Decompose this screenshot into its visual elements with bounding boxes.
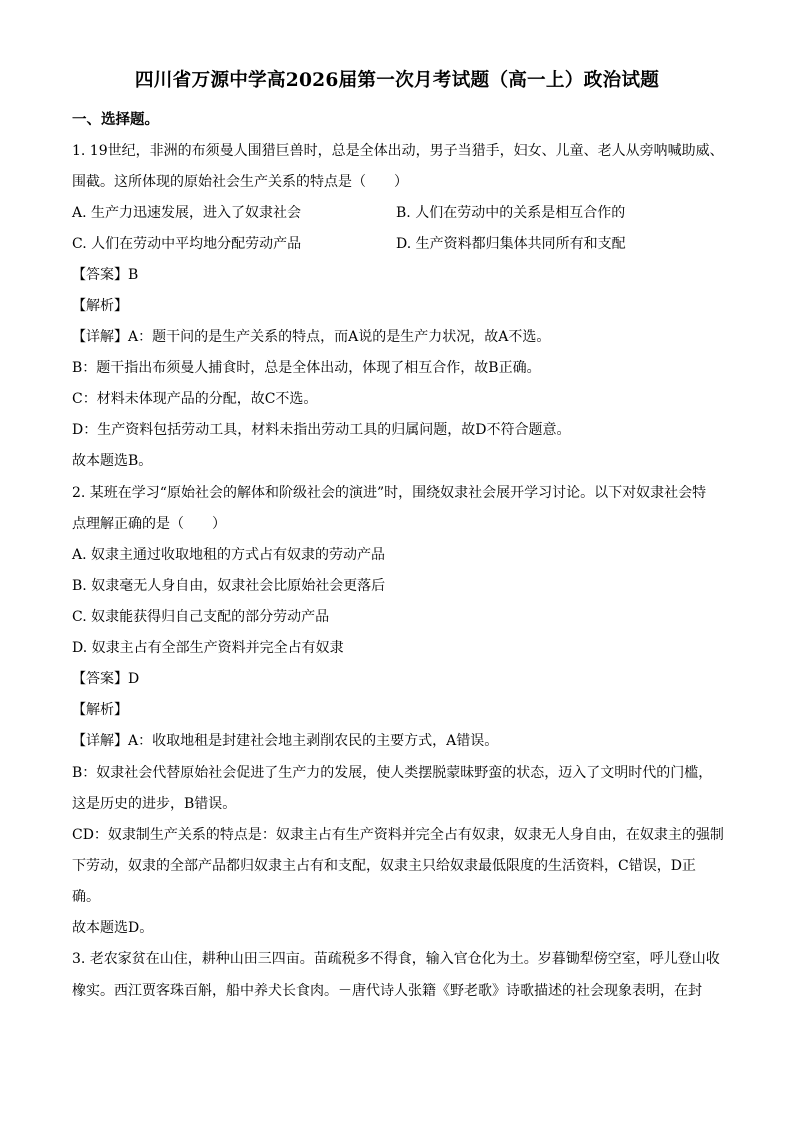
q1-explanation-line: D：生产资料包括劳动工具，材料未指出劳动工具的归属问题，故D不符合题意。 <box>72 422 571 438</box>
q1-explanation-line: B：题干指出布须曼人捕食时，总是全体出动，体现了相互合作，故B正确。 <box>72 360 541 376</box>
q1-stem-line-2: 围截。这所体现的原始社会生产关系的特点是（ ） <box>72 174 408 190</box>
q1-conclusion: 故本题选B。 <box>72 453 153 469</box>
q2-stem-line-2: 点理解正确的是（ ） <box>72 516 226 532</box>
q1-option-d: D. 生产资料都归集体共同所有和支配 <box>396 236 626 252</box>
q1-explanation-line: C：材料未体现产品的分配，故C不选。 <box>72 391 318 407</box>
q2-option-d: D. 奴隶主占有全部生产资料并完全占有奴隶 <box>72 640 344 656</box>
q1-analysis-label: 【解析】 <box>72 298 128 314</box>
q2-answer: 【答案】D <box>72 671 140 687</box>
q1-option-b: B. 人们在劳动中的关系是相互合作的 <box>396 205 626 221</box>
q2-option-b: B. 奴隶毫无人身自由，奴隶社会比原始社会更落后 <box>72 578 386 594</box>
q1-stem-line-1: 1. 19世纪，非洲的布须曼人围猎巨兽时，总是全体出动，男子当猎手，妇女、儿童、老人从旁呐喊助威、 <box>72 143 724 159</box>
q2-explanation-line: B：奴隶社会代替原始社会促进了生产力的发展，使人类摆脱蒙昧野蛮的状态，迈入了文明时代的门槛， <box>72 765 713 781</box>
q2-analysis-label: 【解析】 <box>72 702 128 718</box>
q2-explanation-line: 下劳动，奴隶的全部产品都归奴隶主占有和支配，奴隶主只给奴隶最低限度的生活资料，C错误，D正 <box>72 858 696 874</box>
q2-option-c: C. 奴隶能获得归自己支配的部分劳动产品 <box>72 609 330 625</box>
q1-explanation-line: 【详解】A：题干问的是生产关系的特点，而A说的是生产力状况，故A不选。 <box>72 329 551 345</box>
q2-stem-line-1: 2. 某班在学习“原始社会的解体和阶级社会的演进”时，围绕奴隶社会展开学习讨论。以下对奴隶社会特 <box>72 485 707 501</box>
q3-stem-line-2: 橡实。西江贾客珠百斛，船中养犬长食肉。－唐代诗人张籍《野老歌》诗歌描述的社会现象表明，在封 <box>72 983 702 999</box>
q3-stem-line-1: 3. 老农家贫在山住，耕种山田三四亩。苗疏税多不得食，输入官仓化为土。岁暮锄犁傍空室，呼儿登山收 <box>72 951 720 967</box>
q2-conclusion: 故本题选D。 <box>72 920 154 936</box>
q2-explanation-line: 这是历史的进步，B错误。 <box>72 796 237 812</box>
q2-explanation-line: 【详解】A：收取地租是封建社会地主剥削农民的主要方式，A错误。 <box>72 733 499 749</box>
q1-option-c: C. 人们在劳动中平均地分配劳动产品 <box>72 236 302 252</box>
q2-explanation-line: 确。 <box>72 889 100 905</box>
q2-explanation-line: CD：奴隶制生产关系的特点是：奴隶主占有生产资料并完全占有奴隶，奴隶无人身自由，在奴隶主的强制 <box>72 827 724 843</box>
q1-answer: 【答案】B <box>72 267 139 283</box>
section-heading: 一、选择题。 <box>72 111 159 128</box>
q2-option-a: A. 奴隶主通过收取地租的方式占有奴隶的劳动产品 <box>72 547 386 563</box>
page-title: 四川省万源中学高2026届第一次月考试题（高一上）政治试题 <box>134 69 660 91</box>
q1-option-a: A. 生产力迅速发展，进入了奴隶社会 <box>72 205 302 221</box>
